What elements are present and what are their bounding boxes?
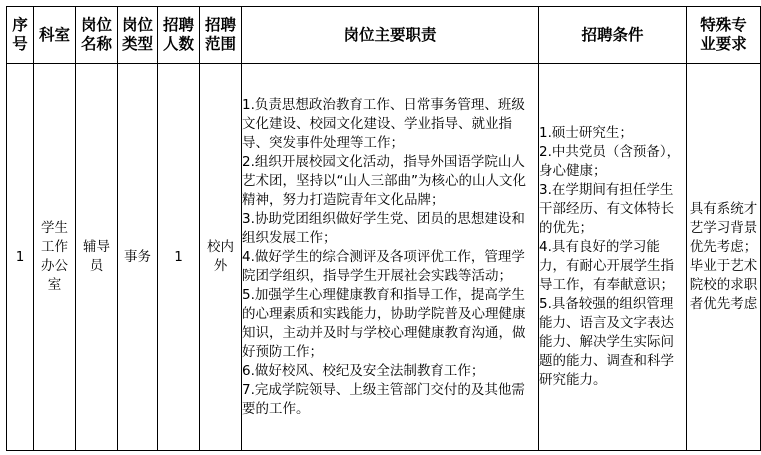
duty-item: 2.组织开展校园文化活动，指导外国语学院山人艺术团，坚持以“山人三部曲”为核心的山人文化精神，努力打造院青年文化品牌； xyxy=(242,153,526,208)
header-dept: 科室 xyxy=(34,7,76,64)
condition-item: 2.中共党员（含预备），身心健康； xyxy=(539,144,681,179)
condition-item: 3.在学期间有担任学生干部经历、有文体特长的优先； xyxy=(539,182,674,236)
duty-item: 5.加强学生心理健康教育和指导工作，提高学生的心理素质和实践能力，协助学院普及心理健康知识，主动并及时与学校心理健康教育沟通，做好预防工作； xyxy=(242,286,526,360)
header-scope: 招聘 范围 xyxy=(200,7,242,64)
cell-scope: 校内外 xyxy=(200,64,242,451)
cell-seq: 1 xyxy=(7,64,34,451)
duty-item: 3.协助党团组织做好学生党、团员的思想建设和组织发展工作； xyxy=(242,210,525,246)
header-headcount: 招聘 人数 xyxy=(158,7,200,64)
table-row xyxy=(7,64,761,451)
condition-item: 1.硕士研究生； xyxy=(539,125,633,141)
recruitment-table xyxy=(6,6,761,451)
header-seq: 序号 xyxy=(7,7,34,64)
cell-headcount: 1 xyxy=(158,64,200,451)
cell-position-name: 辅导员 xyxy=(76,64,118,451)
duty-item: 6.做好校风、校纪及安全法制教育工作； xyxy=(242,362,485,379)
duty-item: 7.完成学院领导、上级主管部门交付的及其他需要的工作。 xyxy=(242,381,525,417)
header-special: 特殊专 业要求 xyxy=(687,7,761,64)
condition-item: 5.具备较强的组织管理能力、语言及文字表达能力、解决学生实际问题的能力、调查和科学研究能力。 xyxy=(539,296,674,388)
duty-item: 1.负责思想政治教育工作、日常事务管理、班级文化建设、校园文化建设、学业指导、就业指导、突发事件处理等工作； xyxy=(242,96,525,151)
cell-conditions xyxy=(539,64,687,451)
cell-duties xyxy=(242,64,539,451)
condition-item: 4.具有良好的学习能力，有耐心开展学生指导工作，有奉献意识； xyxy=(539,239,674,293)
header-position-name: 岗位 名称 xyxy=(76,7,118,64)
header-conditions: 招聘条件 xyxy=(539,7,687,64)
cell-dept: 学生工作办公室 xyxy=(34,64,76,451)
duty-item: 4.做好学生的综合测评及各项评优工作，管理学院团学组织，指导学生开展社会实践等活动； xyxy=(242,248,525,284)
cell-position-type: 事务 xyxy=(118,64,158,451)
header-duties: 岗位主要职责 xyxy=(242,7,539,64)
cell-special: 具有系统才艺学习背景优先考虑；毕业于艺术院校的求职者优先考虑 xyxy=(687,64,761,451)
header-row xyxy=(7,7,761,64)
header-position-type: 岗位 类型 xyxy=(118,7,158,64)
